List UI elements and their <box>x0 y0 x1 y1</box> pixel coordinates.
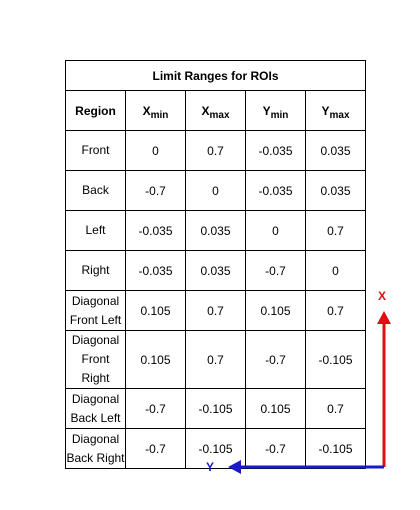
region-label-line: Diagonal <box>71 391 120 406</box>
value-cell: 0.7 <box>186 331 246 389</box>
region-label-line: Diagonal <box>71 431 120 446</box>
value-cell: 0.035 <box>306 131 366 171</box>
value-cell: 0.7 <box>306 291 366 331</box>
value-cell: 0.105 <box>246 291 306 331</box>
y-axis-label: Y <box>206 460 215 474</box>
value-cell: 0.105 <box>126 331 186 389</box>
value-cell: -0.105 <box>306 331 366 389</box>
x-axis-arrowhead <box>377 311 391 324</box>
header-ymin: $Y_{min}$ <box>246 91 306 131</box>
value-cell: 0.035 <box>186 211 246 251</box>
x-axis-label: X <box>378 289 387 303</box>
header-xmax: $X_{max}$ <box>186 91 246 131</box>
header-ymax: $Y_{max}$ <box>306 91 366 131</box>
value-cell: 0.035 <box>306 171 366 211</box>
value-cell: -0.105 <box>186 429 246 469</box>
table-title: Limit Ranges for ROIs <box>66 61 366 91</box>
region-label-line: Diagonal <box>71 293 120 308</box>
header-region: Region <box>66 91 126 131</box>
region-label-line: Diagonal <box>71 333 120 347</box>
value-cell: -0.7 <box>246 429 306 469</box>
value-cell: 0.7 <box>306 389 366 429</box>
region-label-line: Back Left <box>70 410 121 425</box>
value-cell: -0.035 <box>126 211 186 251</box>
value-cell: 0.7 <box>306 211 366 251</box>
header-xmin: $X_{min}$ <box>126 91 186 131</box>
region-label-line: Right <box>81 263 110 277</box>
region-label-line: Back <box>82 183 109 197</box>
value-cell: 0 <box>126 131 186 171</box>
value-cell: -0.035 <box>246 171 306 211</box>
y-axis-arrowhead <box>228 460 241 474</box>
value-cell: -0.7 <box>126 389 186 429</box>
value-cell: 0 <box>186 171 246 211</box>
region-label-line: Front Right <box>81 352 110 385</box>
value-cell: -0.7 <box>126 429 186 469</box>
value-cell: -0.105 <box>186 389 246 429</box>
value-cell: 0.105 <box>126 291 186 331</box>
value-cell: 0 <box>246 211 306 251</box>
value-cell: -0.7 <box>246 331 306 389</box>
value-cell: 0.035 <box>186 251 246 291</box>
value-cell: -0.035 <box>126 251 186 291</box>
value-cell: 0.7 <box>186 131 246 171</box>
region-label-line: Left <box>85 223 106 237</box>
value-cell: 0.105 <box>246 389 306 429</box>
value-cell: -0.7 <box>246 251 306 291</box>
region-label-line: Front Left <box>69 312 122 327</box>
value-cell: -0.035 <box>246 131 306 171</box>
region-label-line: Back Right <box>66 450 125 465</box>
value-cell: -0.105 <box>306 429 366 469</box>
region-label-line: Front <box>81 143 110 157</box>
value-cell: 0 <box>306 251 366 291</box>
value-cell: -0.7 <box>126 171 186 211</box>
value-cell: 0.7 <box>186 291 246 331</box>
